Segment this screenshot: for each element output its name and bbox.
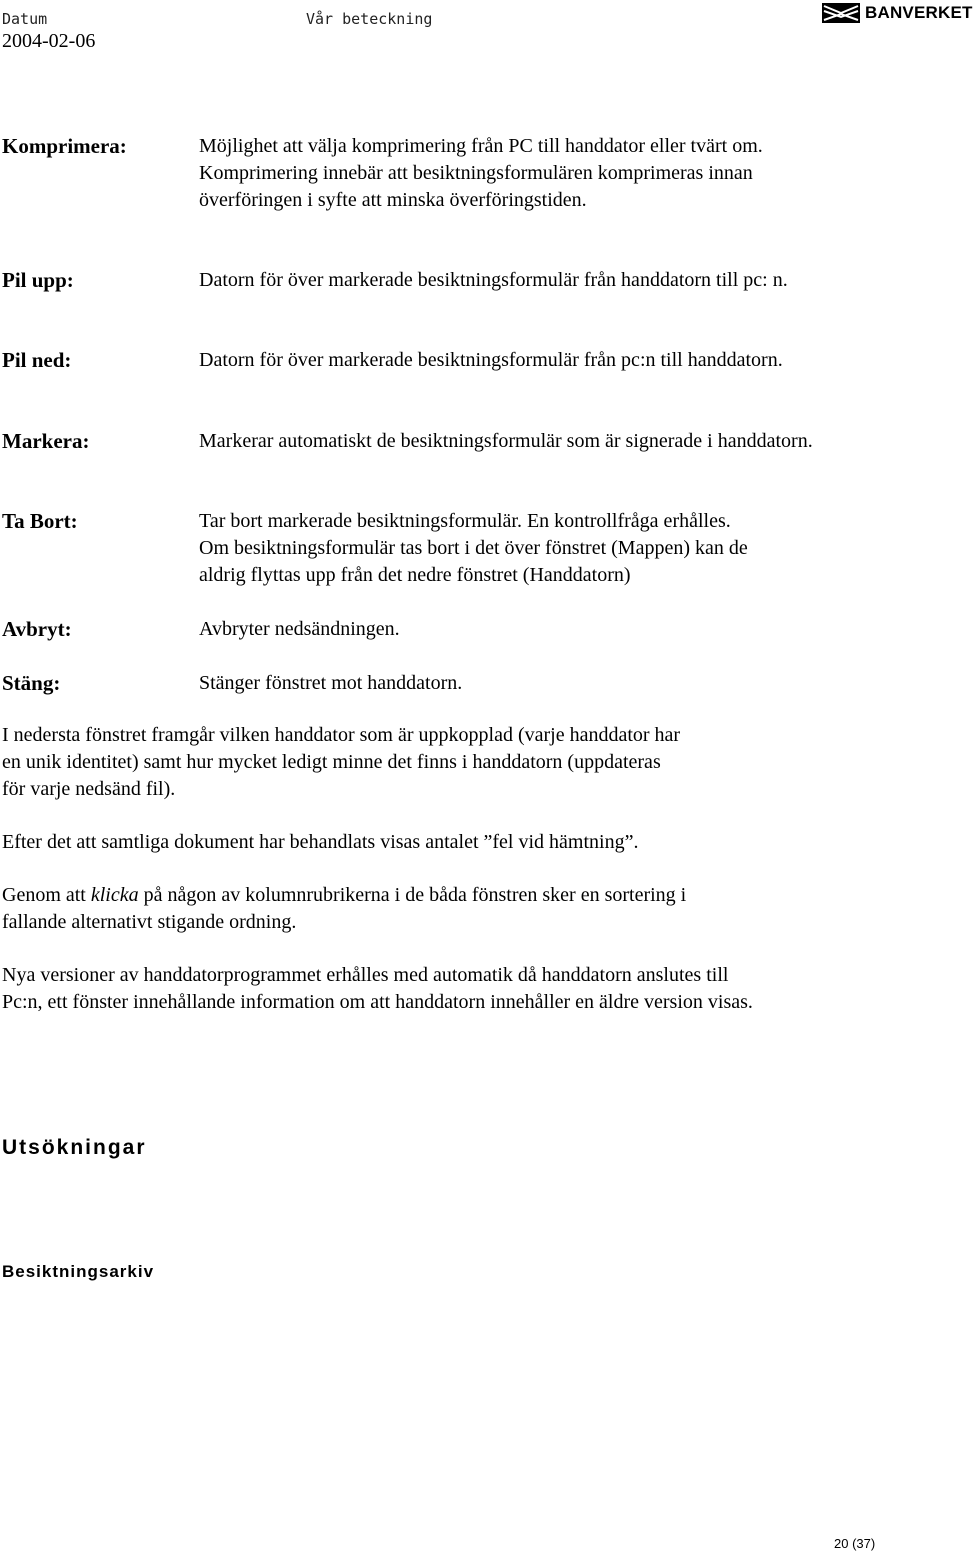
- paragraph-fel-vid-hamtning: Efter det att samtliga dokument har behandlats visas antalet ”fel vid hämtning”.: [2, 831, 639, 853]
- term-komprimera: Komprimera:: [2, 134, 127, 158]
- term-markera: Markera:: [2, 429, 90, 453]
- heading-utsokningar: Utsökningar: [2, 1136, 147, 1159]
- date-label: Datum: [2, 10, 48, 28]
- term-avbryt: Avbryt:: [2, 617, 72, 641]
- sortering-text-start: Genom att: [2, 884, 91, 906]
- desc-stang: Stänger fönstret mot handdatorn.: [199, 672, 463, 694]
- term-pil-ned: Pil ned:: [2, 348, 72, 372]
- date-value: 2004-02-06: [2, 30, 96, 52]
- term-stang: Stäng:: [2, 671, 61, 695]
- desc-markera: Markerar automatiskt de besiktningsformulär som är signerade i handdatorn.: [199, 430, 813, 452]
- page-number: 20 (37): [834, 1536, 876, 1551]
- paragraph-handdator-info: I nedersta fönstret framgår vilken handdator som är uppkopplad (varje handdator har en unik identitet) samt hur mycket ledigt minne det finns i handdatorn (uppdateras för varje nedsänd fil).: [2, 724, 681, 800]
- paragraph-nya-versioner: Nya versioner av handdatorprogrammet erhålles med automatik då handdatorn anslutes till Pc:n, ett fönster innehållande information om att handdatorn innehåller en äldre version visas.: [2, 964, 753, 1013]
- term-pil-upp: Pil upp:: [2, 268, 74, 292]
- reference-label: Vår beteckning: [306, 10, 433, 28]
- desc-komprimera: Möjlighet att välja komprimering från PC till handdator eller tvärt om. Komprimering innebär att besiktningsformulären komprimeras innan överföringen i syfte att minska överföringstiden.: [199, 135, 763, 211]
- desc-avbryt: Avbryter nedsändningen.: [199, 618, 400, 640]
- banverket-logo: [822, 3, 973, 23]
- desc-pil-ned: Datorn för över markerade besiktningsformulär från pc:n till handdatorn.: [199, 349, 783, 371]
- banverket-emblem-icon: [822, 3, 860, 23]
- heading-besiktningsarkiv: Besiktningsarkiv: [2, 1262, 155, 1281]
- desc-pil-upp: Datorn för över markerade besiktningsformulär från handdatorn till pc: n.: [199, 269, 788, 291]
- logo-text: BANVERKET: [865, 3, 973, 22]
- paragraph-sortering: [2, 882, 722, 936]
- term-ta-bort: Ta Bort:: [2, 509, 78, 533]
- sortering-text-emphasis: klicka: [90, 884, 139, 906]
- sortering-text-end: på någon av kolumnrubrikerna i de båda fönstren sker en sortering i fallande alternativt stigande ordning.: [2, 884, 687, 933]
- desc-ta-bort: Tar bort markerade besiktningsformulär. En kontrollfråga erhålles. Om besiktningsformulär tas bort i det över fönstret (Mappen) kan de aldrig flyttas upp från det nedre fönstret (Handdatorn): [199, 510, 748, 586]
